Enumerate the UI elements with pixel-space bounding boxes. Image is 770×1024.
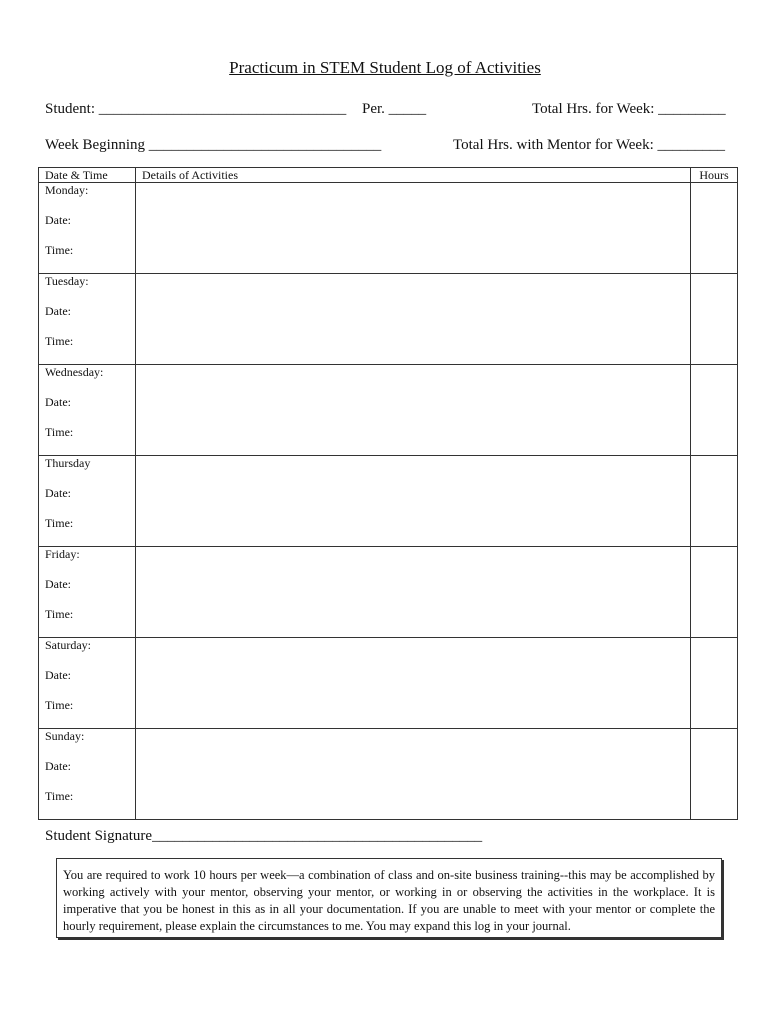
table-row [39,547,738,638]
hours-cell[interactable] [691,365,738,456]
day-label: Saturday: [45,638,91,652]
time-label: Time: [45,789,74,803]
time-label: Time: [45,334,74,348]
day-label: Thursday [45,456,91,470]
student-signature-field[interactable]: Student Signature____________________________________________ [45,828,483,844]
table-header-row [39,168,738,183]
time-label: Time: [45,425,74,439]
hours-cell[interactable] [691,183,738,274]
instructions-box: You are required to work 10 hours per week—a combination of class and on-site business training--this may be accomplished by working actively with your mentor, observing your mentor, or working in or observing the activities in the workplace. It is imperative that you be honest in this as in all your documentation. If you are unable to meet with your mentor or complete the hourly requirement, please explain the circumstances to me. You may expand this log in your journal. [56,858,722,938]
day-label: Monday: [45,183,89,197]
date-label: Date: [45,486,71,500]
table-row [39,183,738,274]
hours-cell[interactable] [691,729,738,820]
header-hours: Hours [691,168,738,183]
week-beginning-field[interactable]: Week Beginning _______________________________ [45,137,382,153]
date-label: Date: [45,395,71,409]
details-cell[interactable] [136,729,691,820]
details-cell[interactable] [136,456,691,547]
date-time-cell [39,183,136,274]
details-cell[interactable] [136,274,691,365]
day-label: Sunday: [45,729,85,743]
table-row [39,729,738,820]
date-label: Date: [45,759,71,773]
table-row [39,638,738,729]
date-time-cell [39,456,136,547]
day-label: Tuesday: [45,274,89,288]
details-cell[interactable] [136,183,691,274]
activity-log-table [38,167,738,820]
time-label: Time: [45,607,74,621]
day-label: Friday: [45,547,80,561]
details-cell[interactable] [136,365,691,456]
date-label: Date: [45,213,71,227]
table-row [39,274,738,365]
time-label: Time: [45,243,74,257]
time-label: Time: [45,516,74,530]
date-time-cell [39,638,136,729]
table-row [39,365,738,456]
date-time-cell [39,729,136,820]
details-cell[interactable] [136,547,691,638]
date-time-cell [39,274,136,365]
header-details: Details of Activities [136,168,691,183]
day-label: Wednesday: [45,365,104,379]
hours-cell[interactable] [691,547,738,638]
hours-cell[interactable] [691,274,738,365]
header-date-time: Date & Time [39,168,136,183]
total-hours-mentor-field[interactable]: Total Hrs. with Mentor for Week: _________ [453,137,726,153]
date-time-cell [39,547,136,638]
table-row [39,456,738,547]
date-label: Date: [45,668,71,682]
period-field[interactable]: Per. _____ [362,101,427,117]
total-hours-week-field[interactable]: Total Hrs. for Week: _________ [532,101,726,117]
page-title: Practicum in STEM Student Log of Activities [229,58,541,77]
student-field[interactable]: Student: _________________________________ [45,101,347,117]
date-label: Date: [45,304,71,318]
time-label: Time: [45,698,74,712]
hours-cell[interactable] [691,456,738,547]
hours-cell[interactable] [691,638,738,729]
date-label: Date: [45,577,71,591]
details-cell[interactable] [136,638,691,729]
date-time-cell [39,365,136,456]
